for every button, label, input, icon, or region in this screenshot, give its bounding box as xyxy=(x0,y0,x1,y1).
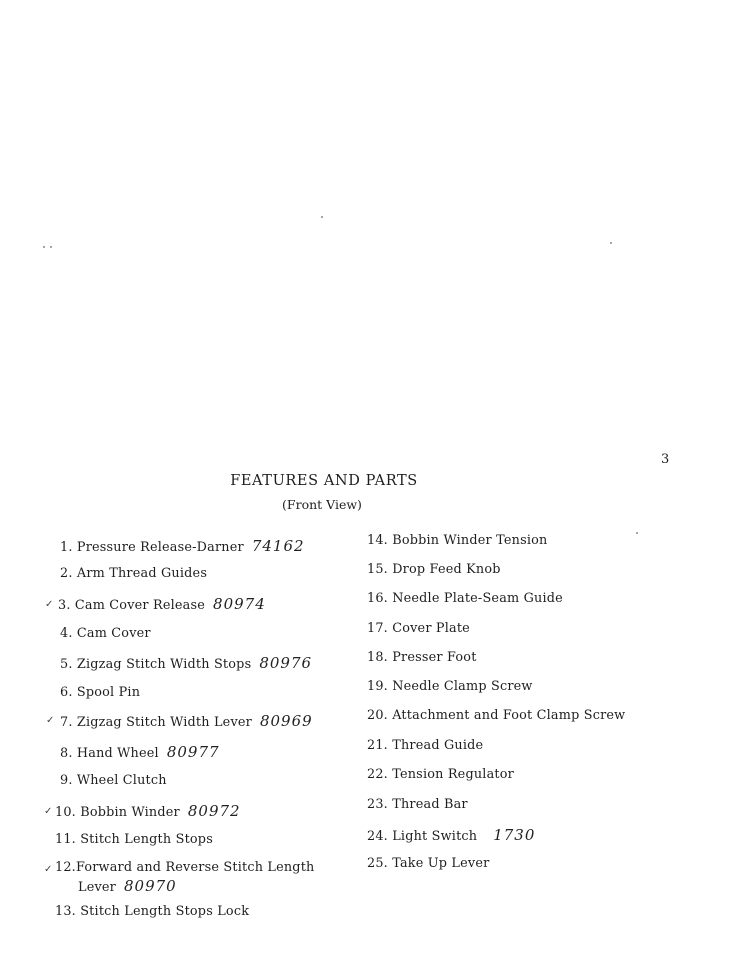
part-label: 18. Presser Foot xyxy=(367,650,477,665)
part-label: 10. Bobbin Winder xyxy=(55,805,180,820)
part-label: 8. Hand Wheel xyxy=(60,746,159,761)
part-item xyxy=(55,802,241,820)
part-item-continuation xyxy=(78,877,177,895)
part-item xyxy=(60,566,207,581)
part-item xyxy=(58,595,266,613)
part-label: 22. Tension Regulator xyxy=(367,767,514,782)
check-mark-icon: ✓ xyxy=(45,599,54,610)
part-item xyxy=(367,767,514,782)
part-item xyxy=(367,679,533,694)
part-item xyxy=(60,743,220,761)
speck xyxy=(636,532,638,534)
part-item xyxy=(55,832,213,847)
handwritten-part-number: 1730 xyxy=(493,826,536,844)
part-label: 12.Forward and Reverse Stitch Length xyxy=(55,860,315,875)
part-label: 24. Light Switch xyxy=(367,829,478,844)
part-label: 20. Attachment and Foot Clamp Screw xyxy=(367,708,626,723)
part-label: 6. Spool Pin xyxy=(60,685,141,700)
check-mark-icon: ✓ xyxy=(44,806,53,817)
part-label: Lever xyxy=(78,880,116,895)
part-item xyxy=(55,904,249,919)
part-item xyxy=(367,621,470,636)
check-mark-icon: ✓ xyxy=(44,864,53,875)
part-item xyxy=(55,860,315,875)
part-label: 2. Arm Thread Guides xyxy=(60,566,208,581)
page-number: 3 xyxy=(661,452,670,467)
part-item xyxy=(367,797,468,812)
part-item xyxy=(367,591,563,606)
speck xyxy=(43,246,45,248)
part-item xyxy=(60,773,167,788)
page-subtitle: (Front View) xyxy=(282,497,362,512)
part-label: 1. Pressure Release-Darner xyxy=(60,540,244,555)
part-label: 14. Bobbin Winder Tension xyxy=(367,533,548,548)
part-label: 3. Cam Cover Release xyxy=(58,598,206,613)
handwritten-part-number: 80976 xyxy=(259,654,313,672)
handwritten-part-number: 80969 xyxy=(259,712,313,730)
part-label: 17. Cover Plate xyxy=(367,621,470,636)
handwritten-part-number: 74162 xyxy=(251,537,305,555)
speck xyxy=(50,246,52,248)
part-item xyxy=(60,537,305,555)
part-item xyxy=(367,856,489,871)
part-item xyxy=(367,562,501,577)
part-label: 25. Take Up Lever xyxy=(367,856,490,871)
part-item xyxy=(367,650,477,665)
check-mark-icon: ✓ xyxy=(46,715,55,726)
part-label: 19. Needle Clamp Screw xyxy=(367,679,533,694)
part-label: 16. Needle Plate-Seam Guide xyxy=(367,591,563,606)
speck xyxy=(321,216,323,218)
part-item xyxy=(367,533,548,548)
part-item xyxy=(60,712,313,730)
part-label: 21. Thread Guide xyxy=(367,738,484,753)
part-label: 7. Zigzag Stitch Width Lever xyxy=(60,715,252,730)
part-label: 15. Drop Feed Knob xyxy=(367,562,501,577)
part-label: 9. Wheel Clutch xyxy=(60,773,167,788)
part-label: 13. Stitch Length Stops Lock xyxy=(55,904,250,919)
speck xyxy=(610,242,612,244)
handwritten-part-number: 80977 xyxy=(166,743,220,761)
part-label: 5. Zigzag Stitch Width Stops xyxy=(60,657,252,672)
handwritten-part-number: 80972 xyxy=(187,802,241,820)
part-label: 23. Thread Bar xyxy=(367,797,468,812)
handwritten-part-number: 80970 xyxy=(124,877,177,895)
part-item xyxy=(60,685,140,700)
part-item xyxy=(60,626,151,641)
part-item xyxy=(367,738,483,753)
part-item xyxy=(60,654,312,672)
handwritten-part-number: 80974 xyxy=(213,595,266,613)
part-item xyxy=(367,826,535,844)
part-label: 4. Cam Cover xyxy=(60,626,151,641)
part-label: 11. Stitch Length Stops xyxy=(55,832,213,847)
part-item xyxy=(367,708,625,723)
page-title: FEATURES AND PARTS xyxy=(230,473,418,489)
